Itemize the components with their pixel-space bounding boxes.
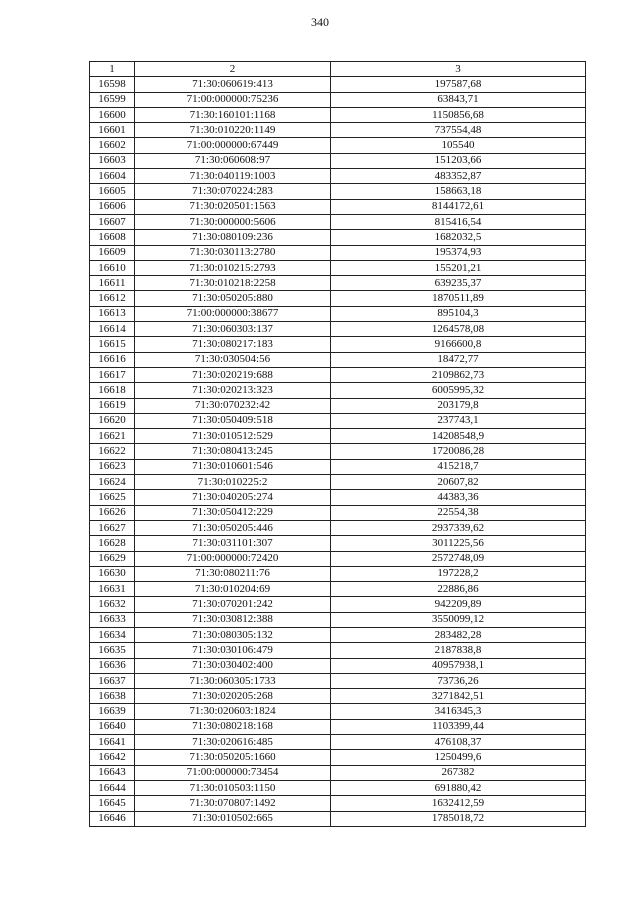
table-row	[90, 459, 586, 474]
value-cell: 1720086,28	[331, 444, 586, 459]
table-header	[90, 62, 586, 77]
value-cell: 3011225,56	[331, 536, 586, 551]
cadastral-number-cell: 71:30:010503:1150	[135, 780, 331, 795]
table-row	[90, 123, 586, 138]
value-cell: 73736,26	[331, 673, 586, 688]
row-number-cell: 16641	[90, 735, 135, 750]
row-number-cell: 16645	[90, 796, 135, 811]
value-cell: 1785018,72	[331, 811, 586, 826]
table-row	[90, 490, 586, 505]
cadastral-number-cell: 71:30:030402:400	[135, 658, 331, 673]
row-number-cell: 16609	[90, 245, 135, 260]
row-number-cell: 16640	[90, 719, 135, 734]
value-cell: 895104,3	[331, 306, 586, 321]
table-row	[90, 322, 586, 337]
value-cell: 195374,93	[331, 245, 586, 260]
table-row	[90, 505, 586, 520]
row-number-cell: 16646	[90, 811, 135, 826]
value-cell: 2937339,62	[331, 520, 586, 535]
registry-table	[89, 61, 586, 827]
value-cell: 3550099,12	[331, 612, 586, 627]
row-number-cell: 16624	[90, 475, 135, 490]
cadastral-number-cell: 71:30:050205:1660	[135, 750, 331, 765]
cadastral-number-cell: 71:30:050205:446	[135, 520, 331, 535]
value-cell: 737554,48	[331, 123, 586, 138]
cadastral-number-cell: 71:30:070224:283	[135, 184, 331, 199]
row-number-cell: 16642	[90, 750, 135, 765]
cadastral-number-cell: 71:30:020213:323	[135, 383, 331, 398]
cadastral-number-cell: 71:00:000000:75236	[135, 92, 331, 107]
table-row	[90, 214, 586, 229]
table-row	[90, 245, 586, 260]
cadastral-number-cell: 71:30:010215:2793	[135, 260, 331, 275]
value-cell: 815416,54	[331, 214, 586, 229]
cadastral-number-cell: 71:30:020205:268	[135, 689, 331, 704]
row-number-cell: 16628	[90, 536, 135, 551]
row-number-cell: 16630	[90, 566, 135, 581]
row-number-cell: 16631	[90, 582, 135, 597]
row-number-cell: 16602	[90, 138, 135, 153]
value-cell: 6005995,32	[331, 383, 586, 398]
header-row	[90, 62, 586, 77]
table-row	[90, 551, 586, 566]
value-cell: 2572748,09	[331, 551, 586, 566]
row-number-cell: 16618	[90, 383, 135, 398]
table-row	[90, 367, 586, 382]
table-body	[90, 77, 586, 827]
value-cell: 1150856,68	[331, 107, 586, 122]
row-number-cell: 16638	[90, 689, 135, 704]
value-cell: 155201,21	[331, 260, 586, 275]
table-row	[90, 199, 586, 214]
table-row	[90, 230, 586, 245]
cadastral-number-cell: 71:30:040119:1003	[135, 169, 331, 184]
cadastral-number-cell: 71:30:010204:69	[135, 582, 331, 597]
value-cell: 2109862,73	[331, 367, 586, 382]
cadastral-number-cell: 71:30:160101:1168	[135, 107, 331, 122]
table-row	[90, 77, 586, 92]
cadastral-number-cell: 71:30:010512:529	[135, 429, 331, 444]
value-cell: 283482,28	[331, 627, 586, 642]
cadastral-number-cell: 71:30:080218:168	[135, 719, 331, 734]
row-number-cell: 16603	[90, 153, 135, 168]
row-number-cell: 16621	[90, 429, 135, 444]
value-cell: 3271842,51	[331, 689, 586, 704]
table-row	[90, 566, 586, 581]
row-number-cell: 16611	[90, 276, 135, 291]
value-cell: 639235,37	[331, 276, 586, 291]
value-cell: 9166600,8	[331, 337, 586, 352]
value-cell: 203179,8	[331, 398, 586, 413]
row-number-cell: 16616	[90, 352, 135, 367]
cadastral-number-cell: 71:30:050412:229	[135, 505, 331, 520]
cadastral-number-cell: 71:30:010502:665	[135, 811, 331, 826]
value-cell: 105540	[331, 138, 586, 153]
cadastral-number-cell: 71:00:000000:72420	[135, 551, 331, 566]
table-row	[90, 475, 586, 490]
cadastral-number-cell: 71:30:000000:5606	[135, 214, 331, 229]
table-row	[90, 765, 586, 780]
cadastral-number-cell: 71:30:031101:307	[135, 536, 331, 551]
table-row	[90, 260, 586, 275]
table-row	[90, 153, 586, 168]
cadastral-number-cell: 71:30:010225:2	[135, 475, 331, 490]
table-row	[90, 796, 586, 811]
cadastral-number-cell: 71:30:070807:1492	[135, 796, 331, 811]
value-cell: 20607,82	[331, 475, 586, 490]
value-cell: 1682032,5	[331, 230, 586, 245]
value-cell: 2187838,8	[331, 643, 586, 658]
cadastral-number-cell: 71:00:000000:73454	[135, 765, 331, 780]
table-row	[90, 413, 586, 428]
row-number-cell: 16620	[90, 413, 135, 428]
row-number-cell: 16619	[90, 398, 135, 413]
table-row	[90, 780, 586, 795]
cadastral-number-cell: 71:30:020616:485	[135, 735, 331, 750]
value-cell: 8144172,61	[331, 199, 586, 214]
cadastral-number-cell: 71:30:050205:880	[135, 291, 331, 306]
row-number-cell: 16613	[90, 306, 135, 321]
value-cell: 3416345,3	[331, 704, 586, 719]
value-cell: 22886,86	[331, 582, 586, 597]
cadastral-number-cell: 71:30:050409:518	[135, 413, 331, 428]
table-row	[90, 306, 586, 321]
table-row	[90, 352, 586, 367]
cadastral-number-cell: 71:30:080217:183	[135, 337, 331, 352]
table-row	[90, 719, 586, 734]
value-cell: 197587,68	[331, 77, 586, 92]
table-row	[90, 138, 586, 153]
row-number-cell: 16607	[90, 214, 135, 229]
cadastral-number-cell: 71:30:060608:97	[135, 153, 331, 168]
cadastral-number-cell: 71:30:020603:1824	[135, 704, 331, 719]
table-row	[90, 627, 586, 642]
table-row	[90, 689, 586, 704]
row-number-cell: 16608	[90, 230, 135, 245]
row-number-cell: 16626	[90, 505, 135, 520]
cadastral-number-cell: 71:30:080413:245	[135, 444, 331, 459]
row-number-cell: 16625	[90, 490, 135, 505]
cadastral-number-cell: 71:30:060619:413	[135, 77, 331, 92]
table-row	[90, 276, 586, 291]
table-row	[90, 582, 586, 597]
column-header-2: 2	[135, 62, 331, 77]
cadastral-number-cell: 71:30:070201:242	[135, 597, 331, 612]
row-number-cell: 16643	[90, 765, 135, 780]
table-row	[90, 337, 586, 352]
column-header-3: 3	[331, 62, 586, 77]
cadastral-number-cell: 71:30:030106:479	[135, 643, 331, 658]
row-number-cell: 16614	[90, 322, 135, 337]
row-number-cell: 16637	[90, 673, 135, 688]
value-cell: 942209,89	[331, 597, 586, 612]
cadastral-number-cell: 71:00:000000:38677	[135, 306, 331, 321]
row-number-cell: 16606	[90, 199, 135, 214]
cadastral-number-cell: 71:30:080211:76	[135, 566, 331, 581]
value-cell: 151203,66	[331, 153, 586, 168]
cadastral-number-cell: 71:30:080305:132	[135, 627, 331, 642]
table-row	[90, 169, 586, 184]
cadastral-number-cell: 71:30:030812:388	[135, 612, 331, 627]
row-number-cell: 16635	[90, 643, 135, 658]
cadastral-number-cell: 71:30:010220:1149	[135, 123, 331, 138]
cadastral-number-cell: 71:30:010601:546	[135, 459, 331, 474]
row-number-cell: 16617	[90, 367, 135, 382]
table-row	[90, 750, 586, 765]
row-number-cell: 16632	[90, 597, 135, 612]
row-number-cell: 16622	[90, 444, 135, 459]
value-cell: 14208548,9	[331, 429, 586, 444]
table-row	[90, 597, 586, 612]
row-number-cell: 16598	[90, 77, 135, 92]
cadastral-number-cell: 71:30:060303:137	[135, 322, 331, 337]
table-row	[90, 643, 586, 658]
cadastral-number-cell: 71:30:020219:688	[135, 367, 331, 382]
cadastral-number-cell: 71:00:000000:67449	[135, 138, 331, 153]
value-cell: 22554,38	[331, 505, 586, 520]
table-row	[90, 658, 586, 673]
value-cell: 197228,2	[331, 566, 586, 581]
table-row	[90, 673, 586, 688]
row-number-cell: 16623	[90, 459, 135, 474]
cadastral-number-cell: 71:30:030504:56	[135, 352, 331, 367]
table-row	[90, 429, 586, 444]
cadastral-number-cell: 71:30:010218:2258	[135, 276, 331, 291]
cadastral-number-cell: 71:30:020501:1563	[135, 199, 331, 214]
table-row	[90, 536, 586, 551]
cadastral-number-cell: 71:30:060305:1733	[135, 673, 331, 688]
value-cell: 158663,18	[331, 184, 586, 199]
table-row	[90, 612, 586, 627]
row-number-cell: 16604	[90, 169, 135, 184]
table-row	[90, 520, 586, 535]
row-number-cell: 16612	[90, 291, 135, 306]
value-cell: 483352,87	[331, 169, 586, 184]
value-cell: 1264578,08	[331, 322, 586, 337]
value-cell: 476108,37	[331, 735, 586, 750]
table-row	[90, 107, 586, 122]
table-row	[90, 92, 586, 107]
value-cell: 267382	[331, 765, 586, 780]
row-number-cell: 16639	[90, 704, 135, 719]
table-row	[90, 704, 586, 719]
table-row	[90, 383, 586, 398]
cadastral-number-cell: 71:30:080109:236	[135, 230, 331, 245]
column-header-1: 1	[90, 62, 135, 77]
value-cell: 415218,7	[331, 459, 586, 474]
row-number-cell: 16644	[90, 780, 135, 795]
row-number-cell: 16627	[90, 520, 135, 535]
row-number-cell: 16599	[90, 92, 135, 107]
table-row	[90, 735, 586, 750]
cadastral-number-cell: 71:30:030113:2780	[135, 245, 331, 260]
row-number-cell: 16615	[90, 337, 135, 352]
row-number-cell: 16629	[90, 551, 135, 566]
row-number-cell: 16633	[90, 612, 135, 627]
row-number-cell: 16600	[90, 107, 135, 122]
table-row	[90, 398, 586, 413]
row-number-cell: 16634	[90, 627, 135, 642]
value-cell: 40957938,1	[331, 658, 586, 673]
value-cell: 691880,42	[331, 780, 586, 795]
value-cell: 44383,36	[331, 490, 586, 505]
value-cell: 1103399,44	[331, 719, 586, 734]
value-cell: 237743,1	[331, 413, 586, 428]
table-row	[90, 184, 586, 199]
cadastral-number-cell: 71:30:070232:42	[135, 398, 331, 413]
value-cell: 63843,71	[331, 92, 586, 107]
value-cell: 1250499,6	[331, 750, 586, 765]
row-number-cell: 16605	[90, 184, 135, 199]
row-number-cell: 16610	[90, 260, 135, 275]
row-number-cell: 16636	[90, 658, 135, 673]
table-row	[90, 444, 586, 459]
value-cell: 1632412,59	[331, 796, 586, 811]
cadastral-number-cell: 71:30:040205:274	[135, 490, 331, 505]
row-number-cell: 16601	[90, 123, 135, 138]
value-cell: 1870511,89	[331, 291, 586, 306]
table-row	[90, 811, 586, 826]
page-number: 340	[311, 15, 329, 29]
table-row	[90, 291, 586, 306]
value-cell: 18472,77	[331, 352, 586, 367]
